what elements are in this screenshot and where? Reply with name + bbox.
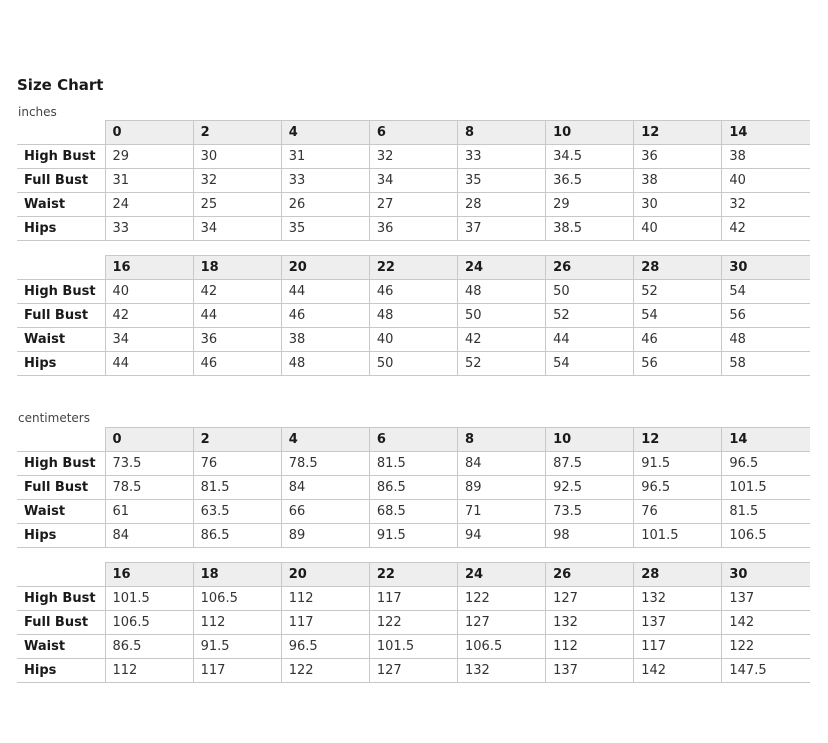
size-header-cell: 4 [281, 121, 369, 145]
measurement-value: 84 [458, 452, 546, 476]
measurement-value: 25 [193, 193, 281, 217]
size-header-cell: 30 [722, 563, 810, 587]
table-row [17, 611, 810, 635]
measurement-value: 101.5 [722, 476, 810, 500]
size-header-row [17, 563, 810, 587]
measurement-value: 38 [634, 169, 722, 193]
measurement-value: 52 [634, 280, 722, 304]
measurement-value: 44 [193, 304, 281, 328]
size-table-centimeters-large [17, 562, 810, 683]
measurement-value: 101.5 [634, 524, 722, 548]
measurement-value: 54 [634, 304, 722, 328]
measurement-value: 35 [281, 217, 369, 241]
table-row [17, 193, 810, 217]
size-table-inches-large [17, 255, 810, 376]
measurement-value: 117 [634, 635, 722, 659]
measurement-label: Full Bust [17, 304, 105, 328]
size-header-cell: 16 [105, 256, 193, 280]
size-header-cell: 22 [369, 563, 457, 587]
measurement-value: 46 [193, 352, 281, 376]
size-header-cell: 22 [369, 256, 457, 280]
size-header-cell: 2 [193, 428, 281, 452]
measurement-value: 34 [105, 328, 193, 352]
measurement-value: 112 [281, 587, 369, 611]
size-header-cell: 6 [369, 428, 457, 452]
measurement-value: 137 [634, 611, 722, 635]
measurement-label: Waist [17, 193, 105, 217]
measurement-value: 86.5 [105, 635, 193, 659]
measurement-value: 81.5 [193, 476, 281, 500]
measurement-label: Hips [17, 659, 105, 683]
table-row [17, 635, 810, 659]
unit-label-centimeters: centimeters [18, 411, 90, 425]
header-corner-cell [17, 256, 105, 280]
size-header-cell: 28 [634, 256, 722, 280]
measurement-label: Full Bust [17, 476, 105, 500]
measurement-value: 40 [105, 280, 193, 304]
measurement-value: 33 [458, 145, 546, 169]
measurement-value: 132 [634, 587, 722, 611]
measurement-value: 50 [458, 304, 546, 328]
size-header-cell: 24 [458, 256, 546, 280]
size-header-cell: 2 [193, 121, 281, 145]
measurement-value: 112 [193, 611, 281, 635]
measurement-value: 42 [193, 280, 281, 304]
measurement-value: 42 [722, 217, 810, 241]
measurement-value: 52 [546, 304, 634, 328]
measurement-value: 34 [369, 169, 457, 193]
size-header-cell: 10 [546, 428, 634, 452]
measurement-value: 29 [546, 193, 634, 217]
table-row [17, 217, 810, 241]
measurement-value: 28 [458, 193, 546, 217]
measurement-value: 91.5 [634, 452, 722, 476]
size-header-cell: 14 [722, 121, 810, 145]
size-header-cell: 28 [634, 563, 722, 587]
measurement-value: 117 [281, 611, 369, 635]
table-row [17, 169, 810, 193]
measurement-value: 89 [281, 524, 369, 548]
size-header-cell: 0 [105, 121, 193, 145]
measurement-value: 122 [458, 587, 546, 611]
measurement-value: 31 [281, 145, 369, 169]
measurement-value: 78.5 [281, 452, 369, 476]
measurement-value: 44 [105, 352, 193, 376]
size-table-centimeters-small [17, 427, 810, 548]
size-header-cell: 20 [281, 256, 369, 280]
size-header-cell: 12 [634, 428, 722, 452]
measurement-value: 48 [722, 328, 810, 352]
measurement-value: 142 [634, 659, 722, 683]
measurement-value: 87.5 [546, 452, 634, 476]
measurement-value: 89 [458, 476, 546, 500]
measurement-label: Hips [17, 352, 105, 376]
measurement-value: 56 [722, 304, 810, 328]
measurement-label: High Bust [17, 452, 105, 476]
size-header-cell: 18 [193, 256, 281, 280]
measurement-value: 54 [722, 280, 810, 304]
measurement-value: 122 [369, 611, 457, 635]
measurement-value: 31 [105, 169, 193, 193]
measurement-label: Waist [17, 635, 105, 659]
measurement-value: 84 [105, 524, 193, 548]
table-row [17, 500, 810, 524]
table-row [17, 280, 810, 304]
table-row [17, 304, 810, 328]
measurement-label: High Bust [17, 587, 105, 611]
measurement-value: 132 [546, 611, 634, 635]
measurement-value: 30 [193, 145, 281, 169]
table-row [17, 452, 810, 476]
measurement-value: 94 [458, 524, 546, 548]
size-header-cell: 14 [722, 428, 810, 452]
measurement-label: High Bust [17, 145, 105, 169]
size-header-row [17, 428, 810, 452]
measurement-value: 37 [458, 217, 546, 241]
measurement-value: 112 [105, 659, 193, 683]
measurement-value: 142 [722, 611, 810, 635]
measurement-value: 137 [722, 587, 810, 611]
measurement-value: 112 [546, 635, 634, 659]
measurement-value: 56 [634, 352, 722, 376]
measurement-value: 36 [634, 145, 722, 169]
size-header-cell: 24 [458, 563, 546, 587]
measurement-value: 117 [193, 659, 281, 683]
measurement-value: 68.5 [369, 500, 457, 524]
measurement-value: 81.5 [722, 500, 810, 524]
unit-label-inches: inches [18, 105, 57, 119]
measurement-value: 44 [546, 328, 634, 352]
measurement-label: Waist [17, 500, 105, 524]
measurement-value: 63.5 [193, 500, 281, 524]
size-header-cell: 30 [722, 256, 810, 280]
page-title: Size Chart [17, 76, 104, 94]
measurement-value: 96.5 [634, 476, 722, 500]
table-row [17, 352, 810, 376]
measurement-value: 101.5 [369, 635, 457, 659]
measurement-value: 122 [281, 659, 369, 683]
measurement-value: 50 [369, 352, 457, 376]
size-header-cell: 4 [281, 428, 369, 452]
measurement-value: 98 [546, 524, 634, 548]
measurement-value: 32 [722, 193, 810, 217]
measurement-value: 36 [369, 217, 457, 241]
measurement-value: 91.5 [193, 635, 281, 659]
size-header-cell: 26 [546, 563, 634, 587]
measurement-value: 52 [458, 352, 546, 376]
measurement-value: 81.5 [369, 452, 457, 476]
measurement-value: 127 [369, 659, 457, 683]
measurement-value: 34 [193, 217, 281, 241]
table-row [17, 476, 810, 500]
size-header-cell: 0 [105, 428, 193, 452]
measurement-label: High Bust [17, 280, 105, 304]
measurement-value: 24 [105, 193, 193, 217]
measurement-value: 127 [458, 611, 546, 635]
measurement-value: 38.5 [546, 217, 634, 241]
measurement-value: 30 [634, 193, 722, 217]
measurement-value: 32 [369, 145, 457, 169]
measurement-value: 50 [546, 280, 634, 304]
size-table-inches-small [17, 120, 810, 241]
measurement-value: 48 [458, 280, 546, 304]
measurement-value: 27 [369, 193, 457, 217]
measurement-value: 42 [458, 328, 546, 352]
size-header-cell: 26 [546, 256, 634, 280]
measurement-value: 40 [634, 217, 722, 241]
measurement-value: 40 [722, 169, 810, 193]
size-header-cell: 16 [105, 563, 193, 587]
measurement-value: 76 [634, 500, 722, 524]
measurement-value: 38 [722, 145, 810, 169]
measurement-value: 92.5 [546, 476, 634, 500]
size-header-row [17, 121, 810, 145]
header-corner-cell [17, 121, 105, 145]
table-row [17, 659, 810, 683]
size-header-cell: 8 [458, 121, 546, 145]
measurement-value: 32 [193, 169, 281, 193]
measurement-value: 106.5 [722, 524, 810, 548]
measurement-value: 106.5 [105, 611, 193, 635]
measurement-value: 40 [369, 328, 457, 352]
measurement-value: 36.5 [546, 169, 634, 193]
measurement-label: Hips [17, 217, 105, 241]
measurement-label: Waist [17, 328, 105, 352]
measurement-value: 96.5 [281, 635, 369, 659]
table-row [17, 145, 810, 169]
size-header-cell: 12 [634, 121, 722, 145]
table-row [17, 587, 810, 611]
header-corner-cell [17, 563, 105, 587]
measurement-value: 42 [105, 304, 193, 328]
table-row [17, 524, 810, 548]
measurement-value: 29 [105, 145, 193, 169]
measurement-value: 34.5 [546, 145, 634, 169]
size-header-cell: 18 [193, 563, 281, 587]
table-row [17, 328, 810, 352]
measurement-label: Full Bust [17, 611, 105, 635]
measurement-value: 33 [281, 169, 369, 193]
measurement-value: 117 [369, 587, 457, 611]
size-header-cell: 8 [458, 428, 546, 452]
measurement-value: 147.5 [722, 659, 810, 683]
size-header-row [17, 256, 810, 280]
size-header-cell: 6 [369, 121, 457, 145]
measurement-value: 106.5 [458, 635, 546, 659]
measurement-value: 91.5 [369, 524, 457, 548]
measurement-value: 33 [105, 217, 193, 241]
measurement-value: 35 [458, 169, 546, 193]
measurement-value: 122 [722, 635, 810, 659]
measurement-value: 46 [634, 328, 722, 352]
measurement-value: 101.5 [105, 587, 193, 611]
measurement-value: 106.5 [193, 587, 281, 611]
measurement-value: 78.5 [105, 476, 193, 500]
header-corner-cell [17, 428, 105, 452]
measurement-value: 58 [722, 352, 810, 376]
measurement-value: 73.5 [546, 500, 634, 524]
measurement-value: 132 [458, 659, 546, 683]
measurement-value: 137 [546, 659, 634, 683]
measurement-value: 46 [369, 280, 457, 304]
measurement-value: 48 [281, 352, 369, 376]
measurement-value: 73.5 [105, 452, 193, 476]
measurement-value: 86.5 [369, 476, 457, 500]
measurement-value: 26 [281, 193, 369, 217]
size-header-cell: 10 [546, 121, 634, 145]
measurement-value: 86.5 [193, 524, 281, 548]
measurement-value: 38 [281, 328, 369, 352]
measurement-value: 54 [546, 352, 634, 376]
measurement-value: 61 [105, 500, 193, 524]
measurement-value: 48 [369, 304, 457, 328]
size-header-cell: 20 [281, 563, 369, 587]
measurement-label: Full Bust [17, 169, 105, 193]
measurement-value: 46 [281, 304, 369, 328]
measurement-label: Hips [17, 524, 105, 548]
measurement-value: 66 [281, 500, 369, 524]
measurement-value: 76 [193, 452, 281, 476]
measurement-value: 36 [193, 328, 281, 352]
measurement-value: 71 [458, 500, 546, 524]
measurement-value: 96.5 [722, 452, 810, 476]
measurement-value: 127 [546, 587, 634, 611]
measurement-value: 44 [281, 280, 369, 304]
measurement-value: 84 [281, 476, 369, 500]
